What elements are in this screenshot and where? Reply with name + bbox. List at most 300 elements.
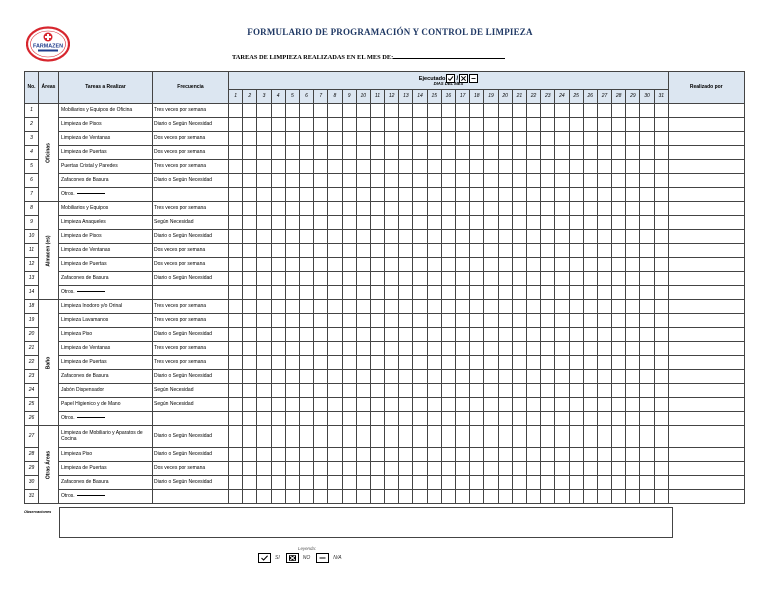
day-check-cell[interactable] xyxy=(314,202,328,216)
day-check-cell[interactable] xyxy=(427,462,441,476)
day-check-cell[interactable] xyxy=(299,146,313,160)
day-check-cell[interactable] xyxy=(342,412,356,426)
done-by-cell[interactable] xyxy=(668,188,744,202)
day-check-cell[interactable] xyxy=(413,202,427,216)
day-check-cell[interactable] xyxy=(427,174,441,188)
day-check-cell[interactable] xyxy=(299,188,313,202)
day-check-cell[interactable] xyxy=(583,412,597,426)
day-check-cell[interactable] xyxy=(597,328,611,342)
day-check-cell[interactable] xyxy=(512,118,526,132)
day-check-cell[interactable] xyxy=(229,300,243,314)
day-check-cell[interactable] xyxy=(626,188,640,202)
day-check-cell[interactable] xyxy=(413,462,427,476)
day-check-cell[interactable] xyxy=(541,104,555,118)
day-check-cell[interactable] xyxy=(470,188,484,202)
day-check-cell[interactable] xyxy=(541,412,555,426)
day-check-cell[interactable] xyxy=(470,356,484,370)
day-check-cell[interactable] xyxy=(356,328,370,342)
month-input-line[interactable] xyxy=(393,52,505,59)
day-check-cell[interactable] xyxy=(328,258,342,272)
day-check-cell[interactable] xyxy=(569,202,583,216)
day-check-cell[interactable] xyxy=(484,286,498,300)
day-check-cell[interactable] xyxy=(229,244,243,258)
day-check-cell[interactable] xyxy=(314,244,328,258)
day-check-cell[interactable] xyxy=(640,448,654,462)
day-check-cell[interactable] xyxy=(342,272,356,286)
day-check-cell[interactable] xyxy=(626,328,640,342)
day-check-cell[interactable] xyxy=(413,104,427,118)
day-check-cell[interactable] xyxy=(569,286,583,300)
day-check-cell[interactable] xyxy=(555,356,569,370)
day-check-cell[interactable] xyxy=(229,426,243,448)
day-check-cell[interactable] xyxy=(541,356,555,370)
day-check-cell[interactable] xyxy=(441,132,455,146)
day-check-cell[interactable] xyxy=(413,300,427,314)
day-check-cell[interactable] xyxy=(569,272,583,286)
day-check-cell[interactable] xyxy=(285,202,299,216)
day-check-cell[interactable] xyxy=(342,118,356,132)
day-check-cell[interactable] xyxy=(583,476,597,490)
day-check-cell[interactable] xyxy=(640,174,654,188)
day-check-cell[interactable] xyxy=(413,356,427,370)
day-check-cell[interactable] xyxy=(356,146,370,160)
day-check-cell[interactable] xyxy=(356,448,370,462)
day-check-cell[interactable] xyxy=(597,146,611,160)
day-check-cell[interactable] xyxy=(640,462,654,476)
day-check-cell[interactable] xyxy=(243,132,257,146)
day-check-cell[interactable] xyxy=(470,132,484,146)
day-check-cell[interactable] xyxy=(285,104,299,118)
day-check-cell[interactable] xyxy=(456,370,470,384)
day-check-cell[interactable] xyxy=(512,188,526,202)
day-check-cell[interactable] xyxy=(314,258,328,272)
day-check-cell[interactable] xyxy=(612,314,626,328)
day-check-cell[interactable] xyxy=(654,398,668,412)
day-check-cell[interactable] xyxy=(385,490,399,504)
day-check-cell[interactable] xyxy=(342,314,356,328)
day-check-cell[interactable] xyxy=(456,300,470,314)
day-check-cell[interactable] xyxy=(441,160,455,174)
day-check-cell[interactable] xyxy=(342,146,356,160)
day-check-cell[interactable] xyxy=(285,328,299,342)
done-by-cell[interactable] xyxy=(668,272,744,286)
day-check-cell[interactable] xyxy=(569,490,583,504)
day-check-cell[interactable] xyxy=(569,160,583,174)
day-check-cell[interactable] xyxy=(413,314,427,328)
day-check-cell[interactable] xyxy=(271,216,285,230)
day-check-cell[interactable] xyxy=(413,146,427,160)
day-check-cell[interactable] xyxy=(626,462,640,476)
day-check-cell[interactable] xyxy=(498,244,512,258)
day-check-cell[interactable] xyxy=(484,188,498,202)
day-check-cell[interactable] xyxy=(470,202,484,216)
day-check-cell[interactable] xyxy=(456,412,470,426)
day-check-cell[interactable] xyxy=(229,286,243,300)
other-task-input[interactable] xyxy=(77,417,105,418)
day-check-cell[interactable] xyxy=(299,328,313,342)
day-check-cell[interactable] xyxy=(484,476,498,490)
day-check-cell[interactable] xyxy=(413,188,427,202)
day-check-cell[interactable] xyxy=(626,476,640,490)
day-check-cell[interactable] xyxy=(512,258,526,272)
day-check-cell[interactable] xyxy=(541,202,555,216)
day-check-cell[interactable] xyxy=(541,244,555,258)
done-by-cell[interactable] xyxy=(668,342,744,356)
day-check-cell[interactable] xyxy=(597,104,611,118)
day-check-cell[interactable] xyxy=(484,328,498,342)
day-check-cell[interactable] xyxy=(597,202,611,216)
day-check-cell[interactable] xyxy=(541,118,555,132)
day-check-cell[interactable] xyxy=(441,300,455,314)
day-check-cell[interactable] xyxy=(583,384,597,398)
day-check-cell[interactable] xyxy=(285,426,299,448)
day-check-cell[interactable] xyxy=(597,118,611,132)
day-check-cell[interactable] xyxy=(271,118,285,132)
day-check-cell[interactable] xyxy=(512,272,526,286)
day-check-cell[interactable] xyxy=(243,272,257,286)
day-check-cell[interactable] xyxy=(484,426,498,448)
day-check-cell[interactable] xyxy=(441,286,455,300)
day-check-cell[interactable] xyxy=(299,356,313,370)
day-check-cell[interactable] xyxy=(243,342,257,356)
day-check-cell[interactable] xyxy=(342,244,356,258)
day-check-cell[interactable] xyxy=(626,202,640,216)
day-check-cell[interactable] xyxy=(612,202,626,216)
day-check-cell[interactable] xyxy=(541,370,555,384)
day-check-cell[interactable] xyxy=(526,132,540,146)
day-check-cell[interactable] xyxy=(229,118,243,132)
day-check-cell[interactable] xyxy=(413,244,427,258)
day-check-cell[interactable] xyxy=(498,104,512,118)
done-by-cell[interactable] xyxy=(668,462,744,476)
day-check-cell[interactable] xyxy=(314,174,328,188)
day-check-cell[interactable] xyxy=(626,132,640,146)
day-check-cell[interactable] xyxy=(597,132,611,146)
day-check-cell[interactable] xyxy=(612,146,626,160)
day-check-cell[interactable] xyxy=(356,202,370,216)
done-by-cell[interactable] xyxy=(668,216,744,230)
day-check-cell[interactable] xyxy=(456,244,470,258)
day-check-cell[interactable] xyxy=(229,398,243,412)
day-check-cell[interactable] xyxy=(541,174,555,188)
day-check-cell[interactable] xyxy=(470,342,484,356)
day-check-cell[interactable] xyxy=(370,230,384,244)
day-check-cell[interactable] xyxy=(356,356,370,370)
day-check-cell[interactable] xyxy=(597,370,611,384)
done-by-cell[interactable] xyxy=(668,476,744,490)
day-check-cell[interactable] xyxy=(271,258,285,272)
day-check-cell[interactable] xyxy=(243,244,257,258)
day-check-cell[interactable] xyxy=(470,258,484,272)
day-check-cell[interactable] xyxy=(229,412,243,426)
day-check-cell[interactable] xyxy=(314,216,328,230)
day-check-cell[interactable] xyxy=(328,490,342,504)
day-check-cell[interactable] xyxy=(484,384,498,398)
day-check-cell[interactable] xyxy=(399,462,413,476)
day-check-cell[interactable] xyxy=(541,314,555,328)
day-check-cell[interactable] xyxy=(314,188,328,202)
day-check-cell[interactable] xyxy=(356,426,370,448)
day-check-cell[interactable] xyxy=(569,146,583,160)
day-check-cell[interactable] xyxy=(597,476,611,490)
day-check-cell[interactable] xyxy=(271,426,285,448)
day-check-cell[interactable] xyxy=(654,342,668,356)
day-check-cell[interactable] xyxy=(243,174,257,188)
day-check-cell[interactable] xyxy=(356,174,370,188)
day-check-cell[interactable] xyxy=(626,286,640,300)
day-check-cell[interactable] xyxy=(314,300,328,314)
day-check-cell[interactable] xyxy=(385,132,399,146)
done-by-cell[interactable] xyxy=(668,328,744,342)
day-check-cell[interactable] xyxy=(370,300,384,314)
day-check-cell[interactable] xyxy=(526,216,540,230)
day-check-cell[interactable] xyxy=(526,448,540,462)
day-check-cell[interactable] xyxy=(597,188,611,202)
day-check-cell[interactable] xyxy=(314,314,328,328)
day-check-cell[interactable] xyxy=(328,104,342,118)
day-check-cell[interactable] xyxy=(299,118,313,132)
day-check-cell[interactable] xyxy=(526,160,540,174)
day-check-cell[interactable] xyxy=(541,384,555,398)
day-check-cell[interactable] xyxy=(370,202,384,216)
day-check-cell[interactable] xyxy=(385,370,399,384)
day-check-cell[interactable] xyxy=(541,328,555,342)
day-check-cell[interactable] xyxy=(413,476,427,490)
day-check-cell[interactable] xyxy=(271,230,285,244)
day-check-cell[interactable] xyxy=(541,272,555,286)
day-check-cell[interactable] xyxy=(583,146,597,160)
day-check-cell[interactable] xyxy=(229,384,243,398)
day-check-cell[interactable] xyxy=(555,272,569,286)
day-check-cell[interactable] xyxy=(612,490,626,504)
day-check-cell[interactable] xyxy=(626,146,640,160)
day-check-cell[interactable] xyxy=(328,462,342,476)
done-by-cell[interactable] xyxy=(668,356,744,370)
day-check-cell[interactable] xyxy=(526,202,540,216)
day-check-cell[interactable] xyxy=(583,272,597,286)
day-check-cell[interactable] xyxy=(370,490,384,504)
day-check-cell[interactable] xyxy=(285,244,299,258)
day-check-cell[interactable] xyxy=(243,370,257,384)
other-task-input[interactable] xyxy=(77,291,105,292)
day-check-cell[interactable] xyxy=(314,412,328,426)
day-check-cell[interactable] xyxy=(555,202,569,216)
day-check-cell[interactable] xyxy=(342,258,356,272)
day-check-cell[interactable] xyxy=(399,370,413,384)
day-check-cell[interactable] xyxy=(640,118,654,132)
day-check-cell[interactable] xyxy=(541,426,555,448)
day-check-cell[interactable] xyxy=(512,476,526,490)
day-check-cell[interactable] xyxy=(427,160,441,174)
day-check-cell[interactable] xyxy=(526,398,540,412)
day-check-cell[interactable] xyxy=(314,384,328,398)
day-check-cell[interactable] xyxy=(512,462,526,476)
done-by-cell[interactable] xyxy=(668,314,744,328)
day-check-cell[interactable] xyxy=(427,342,441,356)
day-check-cell[interactable] xyxy=(243,476,257,490)
day-check-cell[interactable] xyxy=(484,146,498,160)
day-check-cell[interactable] xyxy=(470,412,484,426)
day-check-cell[interactable] xyxy=(654,132,668,146)
day-check-cell[interactable] xyxy=(285,490,299,504)
day-check-cell[interactable] xyxy=(498,314,512,328)
day-check-cell[interactable] xyxy=(583,216,597,230)
done-by-cell[interactable] xyxy=(668,258,744,272)
day-check-cell[interactable] xyxy=(243,216,257,230)
done-by-cell[interactable] xyxy=(668,146,744,160)
day-check-cell[interactable] xyxy=(399,160,413,174)
day-check-cell[interactable] xyxy=(498,448,512,462)
done-by-cell[interactable] xyxy=(668,118,744,132)
day-check-cell[interactable] xyxy=(370,426,384,448)
day-check-cell[interactable] xyxy=(441,216,455,230)
day-check-cell[interactable] xyxy=(597,426,611,448)
day-check-cell[interactable] xyxy=(285,476,299,490)
day-check-cell[interactable] xyxy=(512,300,526,314)
day-check-cell[interactable] xyxy=(654,448,668,462)
day-check-cell[interactable] xyxy=(385,448,399,462)
day-check-cell[interactable] xyxy=(498,202,512,216)
day-check-cell[interactable] xyxy=(654,370,668,384)
day-check-cell[interactable] xyxy=(526,188,540,202)
day-check-cell[interactable] xyxy=(612,412,626,426)
day-check-cell[interactable] xyxy=(342,300,356,314)
day-check-cell[interactable] xyxy=(456,462,470,476)
day-check-cell[interactable] xyxy=(612,448,626,462)
day-check-cell[interactable] xyxy=(569,300,583,314)
day-check-cell[interactable] xyxy=(328,412,342,426)
day-check-cell[interactable] xyxy=(541,216,555,230)
day-check-cell[interactable] xyxy=(385,300,399,314)
day-check-cell[interactable] xyxy=(555,258,569,272)
day-check-cell[interactable] xyxy=(328,272,342,286)
day-check-cell[interactable] xyxy=(243,160,257,174)
day-check-cell[interactable] xyxy=(512,202,526,216)
day-check-cell[interactable] xyxy=(399,412,413,426)
day-check-cell[interactable] xyxy=(271,160,285,174)
day-check-cell[interactable] xyxy=(385,202,399,216)
day-check-cell[interactable] xyxy=(285,412,299,426)
day-check-cell[interactable] xyxy=(612,272,626,286)
day-check-cell[interactable] xyxy=(370,384,384,398)
day-check-cell[interactable] xyxy=(370,104,384,118)
day-check-cell[interactable] xyxy=(314,462,328,476)
day-check-cell[interactable] xyxy=(569,104,583,118)
day-check-cell[interactable] xyxy=(484,244,498,258)
day-check-cell[interactable] xyxy=(456,104,470,118)
day-check-cell[interactable] xyxy=(441,104,455,118)
done-by-cell[interactable] xyxy=(668,104,744,118)
day-check-cell[interactable] xyxy=(427,412,441,426)
day-check-cell[interactable] xyxy=(385,384,399,398)
day-check-cell[interactable] xyxy=(370,462,384,476)
day-check-cell[interactable] xyxy=(555,384,569,398)
day-check-cell[interactable] xyxy=(555,314,569,328)
day-check-cell[interactable] xyxy=(626,370,640,384)
day-check-cell[interactable] xyxy=(640,412,654,426)
day-check-cell[interactable] xyxy=(285,188,299,202)
day-check-cell[interactable] xyxy=(271,476,285,490)
day-check-cell[interactable] xyxy=(370,314,384,328)
day-check-cell[interactable] xyxy=(229,216,243,230)
day-check-cell[interactable] xyxy=(356,160,370,174)
day-check-cell[interactable] xyxy=(243,188,257,202)
day-check-cell[interactable] xyxy=(229,490,243,504)
day-check-cell[interactable] xyxy=(328,160,342,174)
day-check-cell[interactable] xyxy=(356,188,370,202)
day-check-cell[interactable] xyxy=(654,300,668,314)
day-check-cell[interactable] xyxy=(413,342,427,356)
day-check-cell[interactable] xyxy=(299,490,313,504)
day-check-cell[interactable] xyxy=(640,146,654,160)
day-check-cell[interactable] xyxy=(385,426,399,448)
day-check-cell[interactable] xyxy=(583,356,597,370)
day-check-cell[interactable] xyxy=(399,476,413,490)
day-check-cell[interactable] xyxy=(484,490,498,504)
day-check-cell[interactable] xyxy=(229,146,243,160)
day-check-cell[interactable] xyxy=(399,118,413,132)
day-check-cell[interactable] xyxy=(626,448,640,462)
day-check-cell[interactable] xyxy=(413,412,427,426)
day-check-cell[interactable] xyxy=(385,230,399,244)
day-check-cell[interactable] xyxy=(583,448,597,462)
day-check-cell[interactable] xyxy=(484,448,498,462)
day-check-cell[interactable] xyxy=(626,244,640,258)
day-check-cell[interactable] xyxy=(399,300,413,314)
day-check-cell[interactable] xyxy=(456,448,470,462)
day-check-cell[interactable] xyxy=(413,160,427,174)
day-check-cell[interactable] xyxy=(257,258,271,272)
day-check-cell[interactable] xyxy=(612,342,626,356)
day-check-cell[interactable] xyxy=(271,244,285,258)
day-check-cell[interactable] xyxy=(484,398,498,412)
day-check-cell[interactable] xyxy=(314,342,328,356)
day-check-cell[interactable] xyxy=(285,174,299,188)
day-check-cell[interactable] xyxy=(456,230,470,244)
day-check-cell[interactable] xyxy=(569,174,583,188)
day-check-cell[interactable] xyxy=(640,216,654,230)
day-check-cell[interactable] xyxy=(427,286,441,300)
day-check-cell[interactable] xyxy=(441,462,455,476)
day-check-cell[interactable] xyxy=(399,356,413,370)
day-check-cell[interactable] xyxy=(328,146,342,160)
day-check-cell[interactable] xyxy=(541,462,555,476)
day-check-cell[interactable] xyxy=(342,370,356,384)
day-check-cell[interactable] xyxy=(526,244,540,258)
day-check-cell[interactable] xyxy=(541,342,555,356)
day-check-cell[interactable] xyxy=(512,132,526,146)
day-check-cell[interactable] xyxy=(257,356,271,370)
day-check-cell[interactable] xyxy=(640,160,654,174)
day-check-cell[interactable] xyxy=(470,300,484,314)
day-check-cell[interactable] xyxy=(640,244,654,258)
day-check-cell[interactable] xyxy=(512,398,526,412)
day-check-cell[interactable] xyxy=(470,216,484,230)
day-check-cell[interactable] xyxy=(612,160,626,174)
day-check-cell[interactable] xyxy=(243,314,257,328)
day-check-cell[interactable] xyxy=(484,160,498,174)
day-check-cell[interactable] xyxy=(413,398,427,412)
day-check-cell[interactable] xyxy=(399,398,413,412)
day-check-cell[interactable] xyxy=(512,244,526,258)
day-check-cell[interactable] xyxy=(569,258,583,272)
day-check-cell[interactable] xyxy=(626,118,640,132)
day-check-cell[interactable] xyxy=(314,448,328,462)
day-check-cell[interactable] xyxy=(626,490,640,504)
day-check-cell[interactable] xyxy=(470,272,484,286)
day-check-cell[interactable] xyxy=(328,286,342,300)
day-check-cell[interactable] xyxy=(314,426,328,448)
